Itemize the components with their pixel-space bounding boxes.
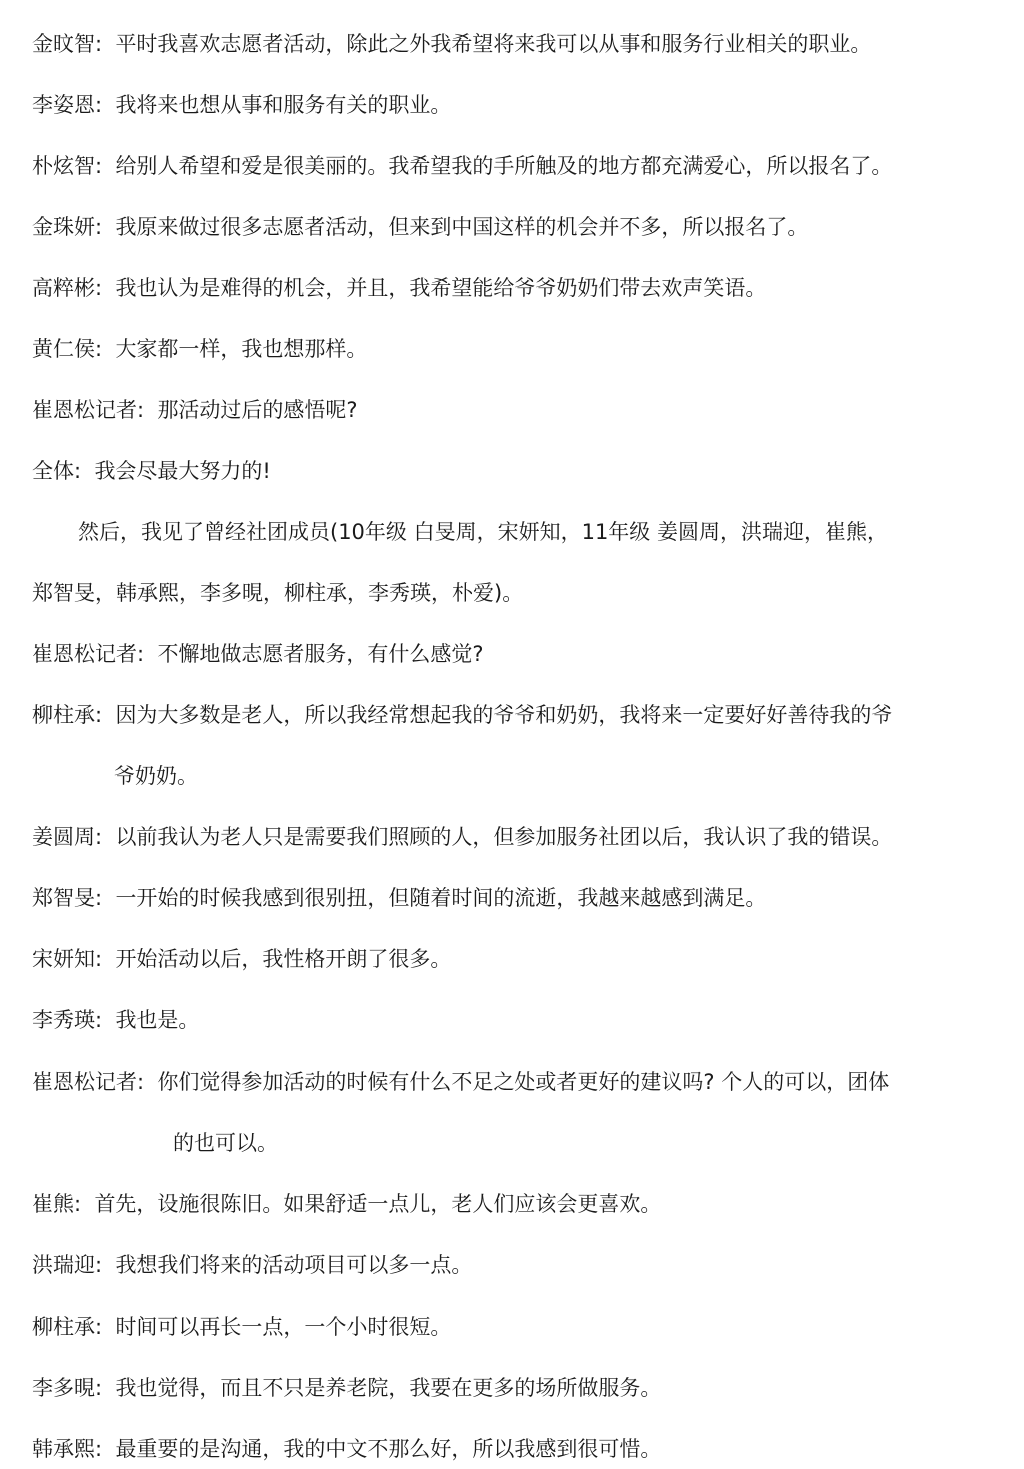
colon: : — [95, 32, 116, 56]
speaker-name: 崔恩松记者 — [32, 1070, 137, 1094]
line-text: 不懈地做志愿者服务，有什么感觉? — [157, 642, 484, 666]
colon: : — [95, 886, 116, 910]
line-text: 一开始的时候我感到很别扭，但随着时间的流逝，我越来越感到满足。 — [115, 886, 767, 910]
speaker-name: 金珠妍 — [32, 215, 95, 239]
dialogue-line — [32, 817, 1004, 857]
line-text: 我也觉得，而且不只是养老院，我要在更多的场所做服务。 — [115, 1376, 662, 1400]
speaker-name: 柳柱承 — [32, 703, 95, 727]
line-text: 你们觉得参加活动的时候有什么不足之处或者更好的建议吗? 个人的可以，团体 — [157, 1070, 890, 1094]
dialogue-line — [32, 878, 1004, 918]
line-text: 的也可以。 — [173, 1131, 278, 1155]
line-text: 最重要的是沟通，我的中文不那么好，所以我感到很可惜。 — [115, 1437, 662, 1461]
dialogue-line — [32, 451, 1004, 491]
speaker-name: 黄仁侯 — [32, 337, 95, 361]
speaker-name: 全体 — [32, 459, 74, 483]
line-text: 平时我喜欢志愿者活动，除此之外我希望将来我可以从事和服务行业相关的职业。 — [115, 32, 872, 56]
line-text: 首先，设施很陈旧。如果舒适一点儿，老人们应该会更喜欢。 — [94, 1192, 662, 1216]
dialogue-line — [32, 1429, 1004, 1469]
speaker-name: 韩承熙 — [32, 1437, 95, 1461]
speaker-name: 朴炫智 — [32, 154, 95, 178]
dialogue-line — [32, 268, 1004, 308]
dialogue-line — [32, 24, 1004, 64]
dialogue-line — [32, 695, 1004, 735]
line-text: 我也认为是难得的机会，并且，我希望能给爷爷奶奶们带去欢声笑语。 — [115, 276, 767, 300]
dialogue-line — [32, 329, 1004, 369]
colon: : — [95, 703, 116, 727]
colon: : — [95, 276, 116, 300]
continuation-line — [173, 1123, 1004, 1163]
speaker-name: 姜圆周 — [32, 825, 95, 849]
speaker-name: 洪瑞迎 — [32, 1253, 95, 1277]
line-text: 以前我认为老人只是需要我们照顾的人，但参加服务社团以后，我认识了我的错误。 — [115, 825, 893, 849]
line-text: 给别人希望和爱是很美丽的。我希望我的手所触及的地方都充满爱心，所以报名了。 — [115, 154, 893, 178]
colon: : — [95, 337, 116, 361]
dialogue-line — [32, 390, 1004, 430]
line-text: 我原来做过很多志愿者活动，但来到中国这样的机会并不多，所以报名了。 — [115, 215, 809, 239]
speaker-name: 高粹彬 — [32, 276, 95, 300]
line-text: 郑智旻，韩承熙，李多晛，柳柱承，李秀瑛，朴爱)。 — [32, 581, 524, 605]
speaker-name: 郑智旻 — [32, 886, 95, 910]
dialogue-line — [32, 1000, 1004, 1040]
line-text: 那活动过后的感悟呢? — [157, 398, 358, 422]
line-text: 我将来也想从事和服务有关的职业。 — [115, 93, 452, 117]
dialogue-line — [32, 1307, 1004, 1347]
dialogue-line — [32, 939, 1004, 979]
colon: : — [95, 1253, 116, 1277]
line-text: 我会尽最大努力的! — [94, 459, 271, 483]
colon: : — [95, 1315, 116, 1339]
dialogue-line — [32, 1062, 1004, 1102]
speaker-name: 柳柱承 — [32, 1315, 95, 1339]
continuation-line — [114, 756, 1004, 796]
colon: : — [95, 215, 116, 239]
dialogue-line — [32, 1184, 1004, 1224]
line-text: 因为大多数是老人，所以我经常想起我的爷爷和奶奶，我将来一定要好好善待我的爷 — [115, 703, 893, 727]
line-text: 然后，我见了曾经社团成员(10年级 白旻周，宋妍知，11年级 姜圆周，洪瑞迎，崔熊， — [78, 520, 888, 544]
colon: : — [74, 1192, 95, 1216]
colon: : — [95, 1008, 116, 1032]
speaker-name: 李秀瑛 — [32, 1008, 95, 1032]
speaker-name: 金旼智 — [32, 32, 95, 56]
colon: : — [95, 825, 116, 849]
dialogue-line — [32, 1245, 1004, 1285]
dialogue-line — [32, 207, 1004, 247]
speaker-name: 李姿恩 — [32, 93, 95, 117]
colon: : — [137, 642, 158, 666]
colon: : — [95, 93, 116, 117]
dialogue-line — [32, 634, 1004, 674]
line-text: 开始活动以后，我性格开朗了很多。 — [115, 947, 452, 971]
speaker-name: 宋妍知 — [32, 947, 95, 971]
line-text: 时间可以再长一点，一个小时很短。 — [115, 1315, 452, 1339]
speaker-name: 崔恩松记者 — [32, 398, 137, 422]
narration-line — [32, 573, 1004, 613]
colon: : — [95, 1437, 116, 1461]
narration-line — [78, 512, 1004, 552]
line-text: 爷奶奶。 — [114, 764, 198, 788]
colon: : — [74, 459, 95, 483]
colon: : — [137, 398, 158, 422]
line-text: 我也是。 — [115, 1008, 200, 1032]
colon: : — [95, 1376, 116, 1400]
speaker-name: 崔熊 — [32, 1192, 74, 1216]
colon: : — [137, 1070, 158, 1094]
dialogue-line — [32, 85, 1004, 125]
colon: : — [95, 947, 116, 971]
line-text: 我想我们将来的活动项目可以多一点。 — [115, 1253, 473, 1277]
speaker-name: 崔恩松记者 — [32, 642, 137, 666]
speaker-name: 李多晛 — [32, 1376, 95, 1400]
line-text: 大家都一样，我也想那样。 — [115, 337, 368, 361]
dialogue-line — [32, 146, 1004, 186]
dialogue-line — [32, 1368, 1004, 1408]
colon: : — [95, 154, 116, 178]
